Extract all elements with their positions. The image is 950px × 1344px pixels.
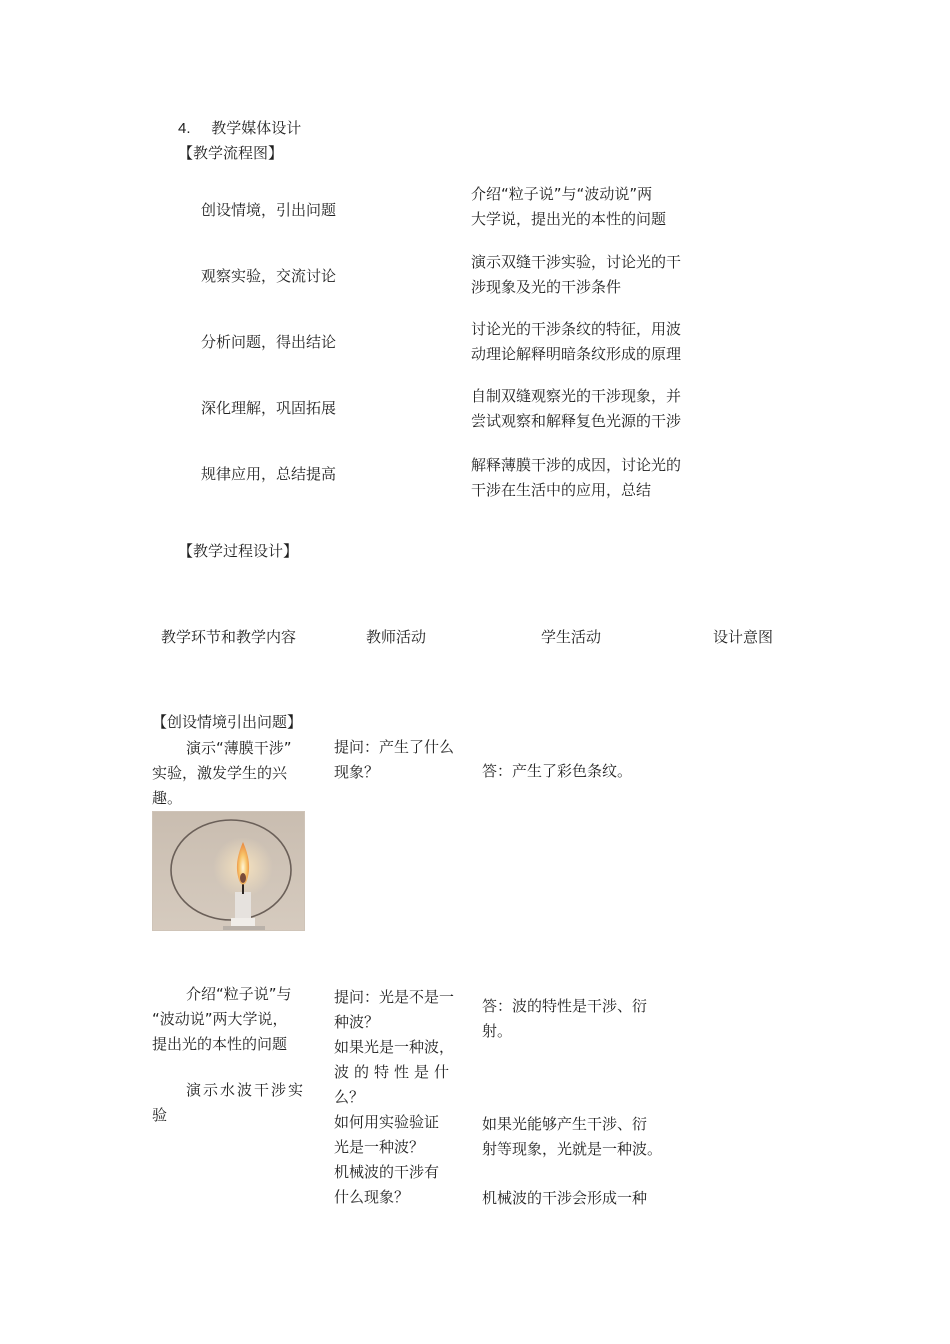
teacher-line: 种波？ xyxy=(334,1013,380,1031)
block-title: 【创设情境引出问题】 xyxy=(152,713,303,731)
process-heading: 【教学过程设计】 xyxy=(178,542,299,560)
teacher-line: 现象？ xyxy=(334,763,380,781)
block2-content xyxy=(152,982,327,1057)
column-header: 设计意图 xyxy=(713,628,774,646)
column-header: 教学环节和教学内容 xyxy=(161,628,297,646)
column-header: 教师活动 xyxy=(366,628,427,646)
flow-detail-line: 演示双缝干涉实验，讨论光的干 xyxy=(471,253,682,271)
content-line: 演示水波干涉实 xyxy=(186,1081,306,1099)
flow-stage: 深化理解，巩固拓展 xyxy=(201,399,337,417)
flow-detail-line: 介绍“粒子说”与“波动说”两 xyxy=(471,185,653,203)
content-line: 实验，激发学生的兴 xyxy=(152,764,288,782)
block2-teacher xyxy=(334,985,469,1210)
flow-stage: 创设情境，引出问题 xyxy=(201,201,337,219)
flowchart-heading: 【教学流程图】 xyxy=(178,144,284,162)
block2-student-b xyxy=(482,1112,682,1162)
student-line: 答：产生了彩色条纹。 xyxy=(482,762,633,780)
flow-stage: 规律应用，总结提高 xyxy=(201,465,337,483)
block1-teacher xyxy=(334,735,469,785)
flow-detail xyxy=(471,384,716,434)
flow-detail xyxy=(471,182,716,232)
flow-detail-line: 动理论解释明暗条纹形成的原理 xyxy=(471,345,682,363)
student-line: 射等现象，光就是一种波。 xyxy=(482,1140,663,1158)
teacher-line: 么？ xyxy=(334,1088,365,1106)
student-line: 如果光能够产生干涉、衍 xyxy=(482,1115,648,1133)
teacher-line: 波的特性是什 xyxy=(334,1063,455,1081)
content-line: 介绍“粒子说”与 xyxy=(186,985,292,1003)
flow-detail xyxy=(471,250,716,300)
content-line: 提出光的本性的问题 xyxy=(152,1035,288,1053)
teacher-line: 什么现象？ xyxy=(334,1188,410,1206)
block2-student-a xyxy=(482,994,682,1044)
section-title: 教学媒体设计 xyxy=(211,119,302,137)
section-number: 4. xyxy=(178,120,191,137)
block2-content-demo xyxy=(152,1078,327,1128)
student-line: 射。 xyxy=(482,1022,513,1040)
content-line: “波动说”两大学说， xyxy=(152,1010,288,1028)
content-line: 验 xyxy=(152,1106,168,1124)
flow-stage: 分析问题，得出结论 xyxy=(201,333,337,351)
flow-detail-line: 大学说，提出光的本性的问题 xyxy=(471,210,667,228)
flow-detail-line: 干涉在生活中的应用，总结 xyxy=(471,481,652,499)
teacher-line: 机械波的干涉有 xyxy=(334,1163,440,1181)
flow-detail xyxy=(471,453,716,503)
flow-detail-line: 涉现象及光的干涉条件 xyxy=(471,278,622,296)
flow-detail xyxy=(471,317,716,367)
content-line: 趣。 xyxy=(152,789,183,807)
candle-flame-image xyxy=(153,812,305,931)
flow-detail-line: 自制双缝观察光的干涉现象，并 xyxy=(471,387,682,405)
teacher-line: 如果光是一种波， xyxy=(334,1038,455,1056)
section-heading xyxy=(178,116,301,141)
teacher-line: 提问：产生了什么 xyxy=(334,738,455,756)
teacher-line: 如何用实验验证 xyxy=(334,1113,440,1131)
flow-detail-line: 尝试观察和解释复色光源的干涉 xyxy=(471,412,682,430)
flow-stage: 观察实验，交流讨论 xyxy=(201,267,337,285)
flow-detail-line: 讨论光的干涉条纹的特征，用波 xyxy=(471,320,682,338)
content-line: 演示“薄膜干涉” xyxy=(186,739,292,757)
block1-content xyxy=(152,736,327,811)
teacher-line: 提问：光是不是一 xyxy=(334,988,455,1006)
block2-student-c xyxy=(482,1186,682,1211)
flow-detail-line: 解释薄膜干涉的成因，讨论光的 xyxy=(471,456,682,474)
block1-student xyxy=(482,759,682,784)
student-line: 机械波的干涉会形成一种 xyxy=(482,1189,648,1207)
thin-film-experiment-photo xyxy=(152,811,305,931)
teacher-line: 光是一种波？ xyxy=(334,1138,425,1156)
column-header: 学生活动 xyxy=(541,628,602,646)
student-line: 答：波的特性是干涉、衍 xyxy=(482,997,648,1015)
